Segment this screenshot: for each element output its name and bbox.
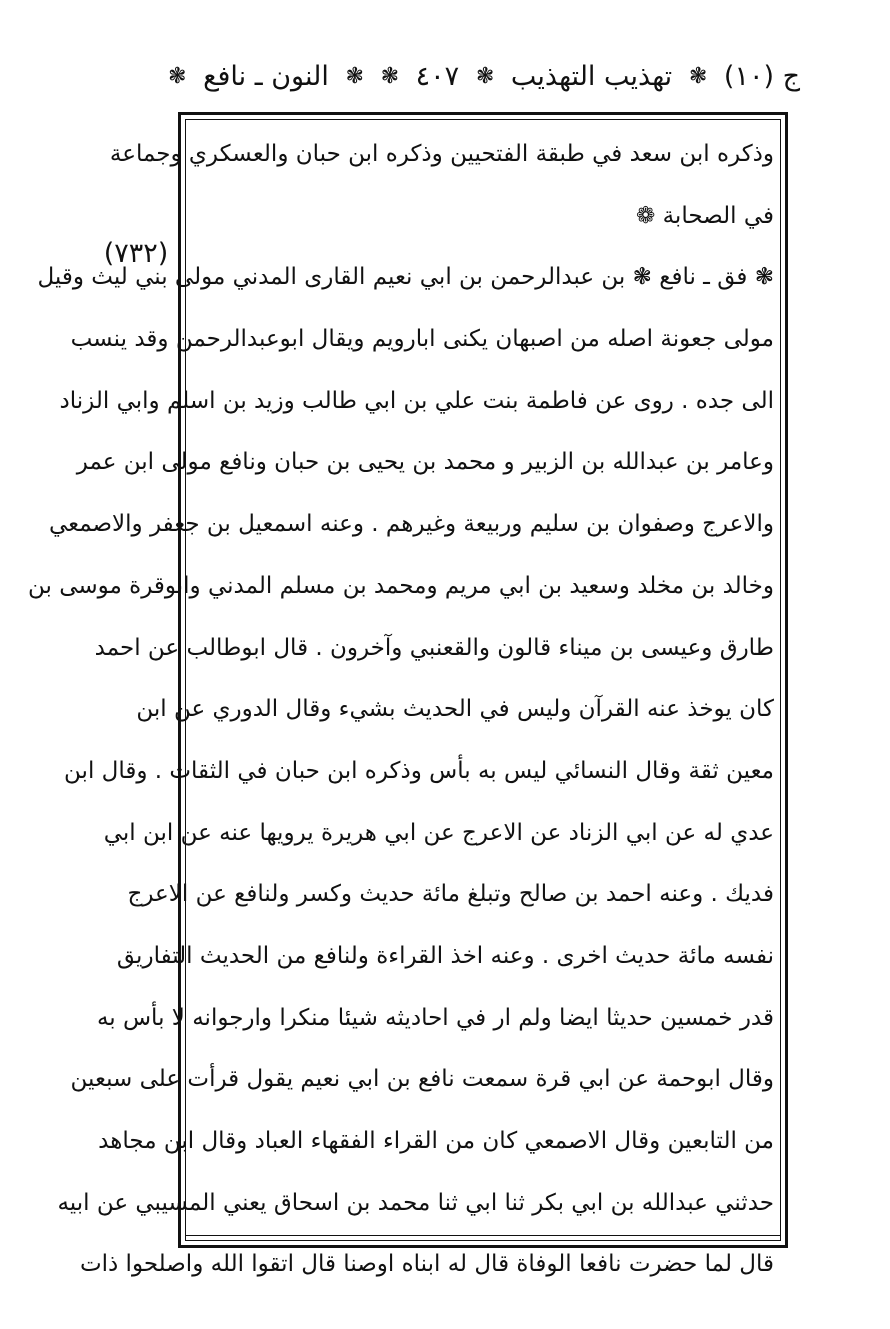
text-line: طارق وعيسى بن ميناء قالون والقعنبي وآخرون . قال ابوطالب عن احمد [94,634,774,661]
text-line: في الصحابة ❁ [636,202,774,229]
ornament-icon: ❃ [475,63,495,89]
text-line: الى جده . روى عن فاطمة بنت علي بن ابي طالب وزيد بن اسلم وابي الزناد [59,387,774,414]
text-line: نفسه مائة حديث اخرى . وعنه اخذ القراءة ولنافع من الحديث التفاريق [116,942,774,969]
book-title: تهذيب التهذيب [510,60,673,92]
text-line: قال لما حضرت نافعا الوفاة قال له ابناه اوصنا قال اتقوا الله واصلحوا ذات [79,1251,774,1278]
text-line: والاعرج وصفوان بن سليم وربيعة وغيرهم . وعنه اسمعيل بن جعفر والاصمعي [48,511,774,538]
page-header [168,48,800,104]
page-number: ٤٠٧ [415,60,460,92]
text-line: وعامر بن عبدالله بن الزبير و محمد بن يحيى بن حبان ونافع مولى ابن عمر [76,449,774,476]
text-line: معين ثقة وقال النسائي ليس به بأس وذكره ابن حبان في الثقات . وقال ابن [64,757,774,784]
text-line: وخالد بن مخلد وسعيد بن ابي مريم ومحمد بن مسلم المدني وابوقرة موسى بن [27,572,774,599]
ornament-icon: ❃ [168,63,187,89]
volume-label: ج (١٠) [723,60,800,92]
text-line: فديك . وعنه احمد بن صالح وتبلغ مائة حديث وكسر ولنافع عن الاعرج [127,881,774,908]
text-line: قدر خمسين حديثا ايضا ولم ار في احاديثه شيئا منكرا وارجوانه لا بأس به [96,1004,774,1031]
text-line: مولى جعونة اصله من اصبهان يكنى ابارويم ويقال ابوعبدالرحمن وقد ينسب [70,326,774,353]
ornament-icon: ❃ [688,63,708,89]
text-line: ❃ فق ـ نافع ❃ بن عبدالرحمن بن ابي نعيم القارى المدني مولى بني ليث وقيل [37,264,774,291]
text-line: عدي له عن ابي الزناد عن الاعرج عن ابي هريرة يرويها عنه عن ابن ابي [103,819,774,846]
ornament-icon: ❃ [345,63,364,89]
text-line: وقال ابوحمة عن ابي قرة سمعت نافع بن ابي نعيم يقول قرأت على سبعين [70,1066,774,1093]
text-line: كان يوخذ عنه القرآن وليس في الحديث بشيء وقال الدوري عن ابن [136,696,774,723]
text-line: حدثني عبدالله بن ابي بكر ثنا ابي ثنا محمد بن اسحاق يعني المسيبي عن ابيه [57,1189,774,1216]
ornament-icon: ❃ [380,63,400,89]
section-label: النون ـ نافع [203,60,329,92]
text-line: وذكره ابن سعد في طبقة الفتحيين وذكره ابن حبان والعسكري وجماعة [109,141,774,167]
text-line: من التابعين وقال الاصمعي كان من القراء الفقهاء العباد وقال ابن مجاهد [98,1128,774,1154]
entry-number: (٧٣٢) [103,238,169,269]
